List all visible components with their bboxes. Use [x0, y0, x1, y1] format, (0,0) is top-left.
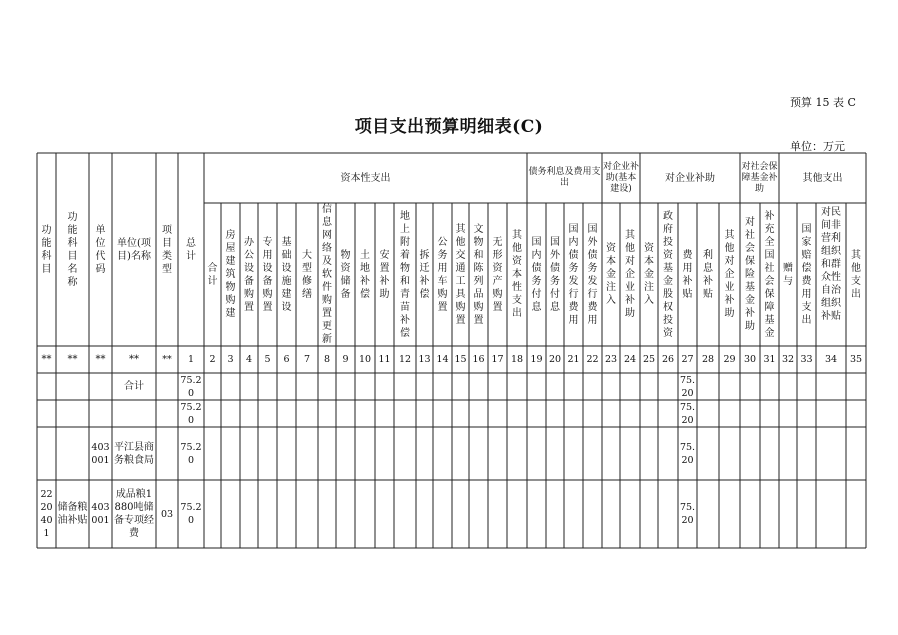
- row-unit-name-text: 成品粮1880吨储备专项经费: [114, 489, 154, 539]
- row-unit-name: [112, 427, 156, 480]
- col-header-cap-9: [375, 203, 394, 346]
- index-star-5: [156, 346, 178, 373]
- group-header-other-text: 其他支出: [802, 172, 843, 184]
- index-col-11: [375, 346, 394, 373]
- index-star-1-text: **: [41, 354, 52, 365]
- index-col-9-text: 9: [342, 354, 349, 365]
- index-col-24-text: 24: [623, 354, 637, 365]
- page-title: 项目支出预算明细表(C): [354, 117, 544, 137]
- index-col-1-text: 1: [187, 354, 195, 365]
- col-header-oth-4-text: 其他支出: [851, 249, 861, 300]
- col-header-cap-12-text: 公务用车购置: [437, 236, 448, 313]
- row-unit-name: [112, 400, 156, 427]
- group-header-capital: [204, 153, 527, 203]
- row-func-code: [37, 480, 56, 548]
- col-header-inv-2-text: 其他对企业补助: [625, 230, 635, 319]
- index-col-13: [416, 346, 433, 373]
- row-unit-code-text: 403001: [91, 502, 110, 526]
- col-header-cap-12: [433, 203, 452, 346]
- col-header-soc-1-text: 对社会保险基金补助: [745, 217, 755, 332]
- col-header-sub-5-text: 其他对企业补助: [724, 230, 735, 319]
- col-header-cap-14-text: 文物和陈列品购置: [473, 223, 484, 326]
- row-unit-name: [112, 480, 156, 548]
- col-header-debt-4-text: 国外债务发行费用: [587, 223, 598, 326]
- index-col-33: [797, 346, 816, 373]
- col-header-cap-11: [416, 203, 433, 346]
- row-total-text: 75.20: [180, 441, 202, 466]
- col-header-cap-3-text: 专用设备购置: [262, 236, 273, 313]
- index-col-20-text: 20: [548, 354, 562, 365]
- row-func-name: [56, 427, 89, 480]
- col-header-sub-1-text: 资本金注入: [644, 243, 654, 306]
- col-header-cap-13-text: 其他交通工具购置: [455, 223, 466, 326]
- index-col-14: [433, 346, 452, 373]
- col-header-oth-2-text: 国家赔偿费用支出: [801, 223, 812, 326]
- row-fee-subsidy: [678, 427, 697, 480]
- index-col-27: [678, 346, 697, 373]
- col-header-sub-5: [719, 203, 740, 346]
- row-total: [178, 427, 204, 480]
- index-star-4-text: **: [129, 354, 139, 365]
- index-col-30-text: 30: [743, 354, 757, 365]
- col-header-cap-4: [277, 203, 296, 346]
- index-col-31-text: 31: [763, 354, 776, 365]
- row-unit-name-text: 合计: [124, 381, 144, 392]
- index-col-3: [221, 346, 240, 373]
- col-header-func-name: [56, 153, 89, 346]
- index-col-8: [318, 346, 336, 373]
- index-col-8-text: 8: [323, 354, 331, 365]
- index-col-6: [277, 346, 296, 373]
- col-header-total: [178, 153, 204, 346]
- row-total-text: 75.20: [180, 401, 202, 426]
- col-header-oth-1-text: 赠与: [783, 262, 793, 287]
- col-header-sub-4-text: 利息补贴: [703, 249, 713, 300]
- index-col-4: [240, 346, 258, 373]
- col-header-sub-3-text: 费用补贴: [682, 249, 693, 300]
- index-col-34: [816, 346, 846, 373]
- col-header-cap-8-text: 土地补偿: [360, 249, 370, 300]
- col-header-sub-3: [678, 203, 697, 346]
- col-header-proj-type: [156, 153, 178, 346]
- row-unit-name-text: 平江县商务粮食局: [114, 441, 154, 466]
- col-header-oth-1: [779, 203, 797, 346]
- index-col-9: [336, 346, 355, 373]
- col-header-cap-1: [221, 203, 240, 346]
- index-star-1: [37, 346, 56, 373]
- col-header-unit-code-text: 单位代码: [95, 224, 106, 275]
- index-star-2-text: **: [67, 354, 78, 365]
- index-star-3-text: **: [95, 354, 106, 365]
- col-header-inv-2: [620, 203, 640, 346]
- form-code: 预算 15 表 C: [790, 96, 856, 109]
- index-col-30: [740, 346, 760, 373]
- index-col-21-text: 21: [567, 354, 580, 365]
- index-col-18-text: 18: [510, 354, 524, 365]
- group-header-invest-text: 对企业补助(基本建设): [603, 161, 640, 194]
- row-func-code: [37, 373, 56, 400]
- index-col-4-text: 4: [245, 354, 253, 365]
- row-func-code: [37, 400, 56, 427]
- index-star-2: [56, 346, 89, 373]
- index-col-24: [620, 346, 640, 373]
- index-col-22-text: 22: [586, 354, 599, 365]
- col-header-cap-1-text: 房屋建筑物购建: [225, 230, 236, 319]
- col-header-cap-16: [507, 203, 527, 346]
- index-col-27-text: 27: [681, 354, 694, 365]
- col-header-debt-2-text: 国外债务付息: [550, 236, 560, 313]
- row-fee-subsidy-text: 75.20: [679, 374, 696, 399]
- index-col-12: [394, 346, 416, 373]
- index-col-10-text: 10: [358, 354, 372, 365]
- index-col-34-text: 34: [824, 354, 838, 365]
- index-col-32-text: 32: [781, 354, 795, 365]
- col-header-unit-name-text: 单位(项目)名称: [117, 237, 151, 262]
- index-col-26-text: 26: [661, 354, 675, 365]
- col-header-debt-1: [527, 203, 546, 346]
- index-col-23: [602, 346, 620, 373]
- index-col-31: [760, 346, 779, 373]
- col-header-cap-7: [336, 203, 355, 346]
- row-func-code: [37, 427, 56, 480]
- index-col-7-text: 7: [303, 354, 311, 365]
- col-header-sub-4: [697, 203, 719, 346]
- col-header-cap-3: [258, 203, 277, 346]
- row-total: [178, 373, 204, 400]
- row-func-code-text: 2220401: [40, 489, 53, 539]
- col-header-inv-1-text: 资本金注入: [606, 243, 616, 306]
- col-header-cap-11-text: 拆迁补偿: [419, 249, 430, 300]
- col-header-debt-3: [564, 203, 583, 346]
- col-header-soc-1: [740, 203, 760, 346]
- row-total-text: 75.20: [180, 502, 202, 526]
- index-col-16: [469, 346, 488, 373]
- row-func-name: [56, 373, 89, 400]
- index-col-18: [507, 346, 527, 373]
- group-header-social: [740, 153, 779, 203]
- col-header-cap-16-text: 其他资本性支出: [512, 230, 522, 319]
- index-col-28-text: 28: [701, 354, 715, 365]
- index-col-21: [564, 346, 583, 373]
- group-header-debt-text: 债务利息及费用支出: [528, 167, 601, 188]
- col-header-oth-2: [797, 203, 816, 346]
- index-col-11-text: 11: [378, 354, 391, 365]
- group-header-social-text: 对社会保障基金补助: [741, 161, 778, 194]
- col-header-cap-total: [204, 203, 221, 346]
- index-col-20: [546, 346, 564, 373]
- index-star-4: [112, 346, 156, 373]
- col-header-debt-4: [583, 203, 602, 346]
- col-header-debt-1-text: 国内债务付息: [531, 236, 542, 313]
- row-fee-subsidy: [678, 480, 697, 548]
- col-header-cap-6: [318, 203, 336, 346]
- col-header-unit-name: [112, 153, 156, 346]
- col-header-cap-10-text: 地上附着物和青苗补偿: [400, 210, 410, 339]
- col-header-cap-2: [240, 203, 258, 346]
- group-header-debt: [527, 153, 602, 203]
- row-func-name-text: 储备粮油补贴: [57, 502, 88, 526]
- col-header-cap-7-text: 物资储备: [340, 249, 351, 300]
- row-unit-code-text: 403001: [91, 441, 110, 466]
- index-star-5-text: **: [162, 354, 172, 365]
- index-col-22: [583, 346, 602, 373]
- col-header-cap-15-text: 无形资产购置: [492, 236, 503, 313]
- col-header-total-text: 总计: [186, 237, 196, 262]
- row-unit-code: [89, 373, 112, 400]
- col-header-sub-2-text: 政府投资基金股权投资: [663, 210, 673, 339]
- row-total-text: 75.20: [180, 374, 202, 399]
- index-col-32: [779, 346, 797, 373]
- col-header-cap-9-text: 安置补助: [379, 249, 390, 300]
- col-header-oth-3-text: 对民间非营利组织和群众性自治组织补贴: [821, 207, 841, 322]
- index-col-33-text: 33: [800, 354, 813, 365]
- index-col-29-text: 29: [723, 354, 736, 365]
- index-col-15: [452, 346, 469, 373]
- row-unit-code: [89, 480, 112, 548]
- row-func-name: [56, 400, 89, 427]
- col-header-cap-5-text: 大型修缮: [302, 249, 312, 300]
- col-header-soc-2: [760, 203, 779, 346]
- col-header-cap-2-text: 办公设备购置: [244, 236, 254, 313]
- group-header-invest: [602, 153, 640, 203]
- index-col-14-text: 14: [436, 354, 449, 365]
- row-proj-type-text: 03: [160, 508, 174, 520]
- row-fee-subsidy-text: 75.20: [679, 502, 696, 526]
- index-col-12-text: 12: [398, 354, 412, 365]
- unit-label: 单位：万元: [790, 140, 845, 153]
- col-header-cap-15: [488, 203, 507, 346]
- col-header-cap-total-text: 合计: [207, 262, 218, 287]
- col-header-oth-4: [846, 203, 866, 346]
- index-col-25-text: 25: [642, 354, 656, 365]
- index-col-26: [658, 346, 678, 373]
- group-header-capital-text: 资本性支出: [340, 172, 391, 184]
- index-col-6-text: 6: [283, 354, 290, 365]
- col-header-cap-6-text: 信息网络及软件购置更新: [322, 204, 332, 345]
- index-col-3-text: 3: [227, 354, 234, 365]
- col-header-func-name-text: 功能科目名称: [67, 211, 78, 288]
- col-header-cap-13: [452, 203, 469, 346]
- row-proj-type: [156, 373, 178, 400]
- col-header-sub-1: [640, 203, 658, 346]
- index-col-1: [178, 346, 204, 373]
- col-header-oth-3: [816, 203, 846, 346]
- index-col-35-text: 35: [849, 354, 863, 365]
- col-header-cap-14: [469, 203, 488, 346]
- col-header-soc-2-text: 补充全国社会保障基金: [764, 210, 775, 339]
- index-col-13-text: 13: [418, 354, 431, 365]
- col-header-proj-type-text: 项目类型: [162, 224, 172, 275]
- index-col-5-text: 5: [264, 354, 271, 365]
- col-header-debt-2: [546, 203, 564, 346]
- col-header-debt-3-text: 国内债务发行费用: [568, 223, 579, 326]
- index-col-15-text: 15: [454, 354, 467, 365]
- col-header-func-code: [37, 153, 56, 346]
- col-header-cap-8: [355, 203, 375, 346]
- row-fee-subsidy-text: 75.20: [679, 441, 696, 466]
- index-col-29: [719, 346, 740, 373]
- index-col-19-text: 19: [530, 354, 543, 365]
- index-col-25: [640, 346, 658, 373]
- row-proj-type: [156, 480, 178, 548]
- group-header-subsidy: [640, 153, 740, 203]
- row-total: [178, 400, 204, 427]
- row-proj-type: [156, 400, 178, 427]
- row-fee-subsidy: [678, 400, 697, 427]
- col-header-inv-1: [602, 203, 620, 346]
- index-col-5: [258, 346, 277, 373]
- col-header-cap-4-text: 基础设施建设: [281, 236, 292, 313]
- row-fee-subsidy: [678, 373, 697, 400]
- index-col-28: [697, 346, 719, 373]
- col-header-cap-10: [394, 203, 416, 346]
- row-unit-name: [112, 373, 156, 400]
- index-col-2: [204, 346, 221, 373]
- row-func-name: [56, 480, 89, 548]
- index-col-35: [846, 346, 866, 373]
- index-col-7: [296, 346, 318, 373]
- col-header-cap-5: [296, 203, 318, 346]
- index-col-2-text: 2: [209, 354, 216, 365]
- group-header-subsidy-text: 对企业补助: [665, 172, 715, 184]
- row-fee-subsidy-text: 75.20: [679, 401, 696, 426]
- row-unit-code: [89, 400, 112, 427]
- row-proj-type: [156, 427, 178, 480]
- index-star-3: [89, 346, 112, 373]
- index-col-17: [488, 346, 507, 373]
- index-col-16-text: 16: [472, 354, 485, 365]
- index-col-17-text: 17: [491, 354, 504, 365]
- index-col-19: [527, 346, 546, 373]
- col-header-unit-code: [89, 153, 112, 346]
- index-col-23-text: 23: [604, 354, 618, 365]
- col-header-func-code-text: 功能科目: [41, 224, 52, 275]
- row-unit-code: [89, 427, 112, 480]
- index-col-10: [355, 346, 375, 373]
- group-header-other: [779, 153, 866, 203]
- row-total: [178, 480, 204, 548]
- col-header-sub-2: [658, 203, 678, 346]
